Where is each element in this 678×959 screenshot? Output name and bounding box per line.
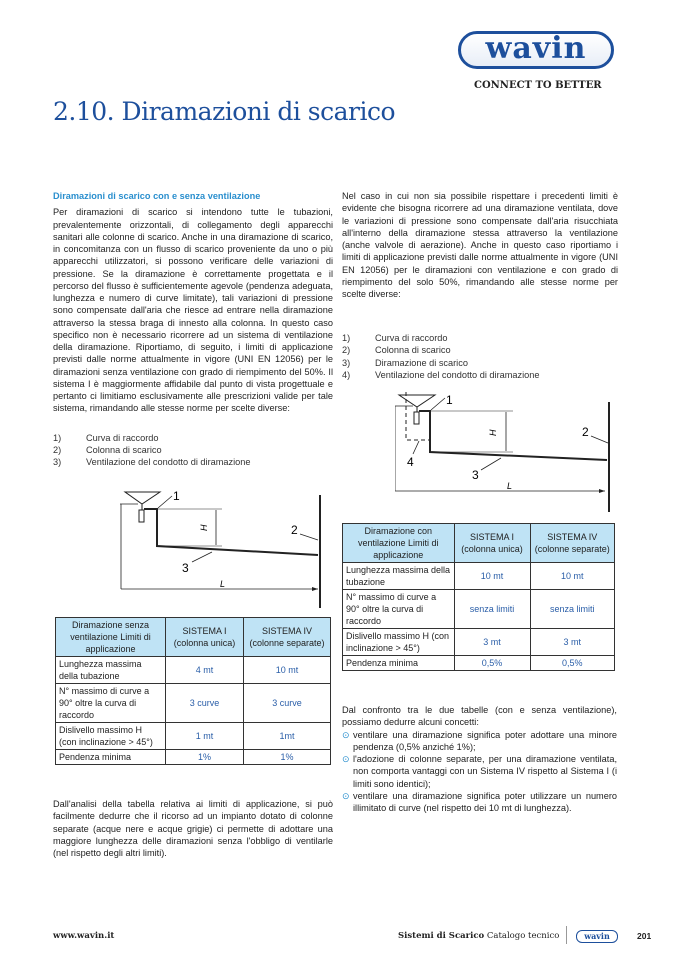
cell-value: 1% <box>166 750 244 765</box>
list-item <box>53 456 333 468</box>
table-row <box>56 657 331 684</box>
cell-value: 3 mt <box>454 629 530 656</box>
list-text: Colonna di scarico <box>375 345 451 356</box>
circle-arrow-icon: ⊙ <box>342 754 350 764</box>
header-cell: SISTEMA I (colonna unica) <box>166 618 244 657</box>
right-paragraph-2: Dal confronto tra le due tabelle (con e senza ventilazione), possiamo dedurre alcuni concetti: <box>342 705 617 728</box>
cell-value: 0,5% <box>454 656 530 671</box>
row-label: Pendenza minima <box>56 750 166 765</box>
row-label: Dislivello massimo H (con inclinazione > 45°) <box>56 723 166 750</box>
cell-value: 10 mt <box>454 563 530 590</box>
right-legend-list <box>342 332 618 381</box>
cell-value: 3 curve <box>166 684 244 723</box>
list-item <box>53 444 333 456</box>
bullet-item <box>342 729 617 754</box>
wavin-logo <box>458 31 614 69</box>
row-label: N° massimo di curve a 90° oltre la curva di raccordo <box>343 590 455 629</box>
diagram-label-2: 2 <box>291 523 298 537</box>
diagram-label-2: 2 <box>582 425 589 439</box>
footer-catalog-title <box>398 931 559 941</box>
diagram-label-1: 1 <box>173 490 180 503</box>
list-text: Diramazione di scarico <box>375 357 468 368</box>
table-header-row <box>56 618 331 657</box>
table-row <box>56 750 331 765</box>
list-number: 1) <box>342 333 351 344</box>
bullet-item <box>342 790 617 815</box>
table-row <box>343 629 615 656</box>
list-text: Ventilazione del condotto di diramazione <box>86 456 251 467</box>
list-text: Curva di raccordo <box>375 333 448 344</box>
list-item <box>342 344 618 356</box>
page-title: 2.10. Diramazioni di scarico <box>53 97 396 126</box>
footer-series: Sistemi di Scarico <box>398 931 485 941</box>
diagram-label-h: H <box>199 524 209 531</box>
right-paragraph-1: Nel caso in cui non sia possibile rispettare i precedenti limiti è evidente che bisogna ricorrere ad una diramazione ventilata, dove le variazioni di pressione sono compensate dall'aria risucchiata all'interno della diramazione stessa attraverso la ventilazione (anche valvole di aerazione). Anche in questo caso riportiamo i limiti di applicazione previsti dalle norme attualmente in vigore (UNI EN 12056) per le diramazioni con ventilazione e con grado di riempimento del solo 50%, rimandando alle stesse norme per scelte diverse: <box>342 191 618 299</box>
footer-subtitle: Catalogo tecnico <box>484 931 560 941</box>
list-text: Curva di raccordo <box>86 432 159 443</box>
row-label: Lunghezza massima della tubazione <box>56 657 166 684</box>
unventilated-limits-table <box>55 617 331 765</box>
right-conclusions <box>342 704 617 814</box>
list-item <box>342 369 618 381</box>
list-item <box>342 332 618 344</box>
tagline: CONNECT TO BETTER <box>474 80 602 91</box>
diagram-label-4: 4 <box>407 455 414 469</box>
diagram-label-h: H <box>488 429 498 436</box>
left-column <box>53 190 333 468</box>
left-paragraph-1: Per diramazioni di scarico si intendono tutte le tubazioni, prevalentemente orizzontali, di collegamento degli apparecchi sanitari alle colonne di scarico. Anche in una diramazione di scarico, in concomitanza con un flusso di scarico proveniente da uno o più apparecchi utilizzatori, si possono verificare delle variazioni di pressione. Se la diramazione è correttamente progettata e il percorso del flusso è sufficientemente agevole (pendenza adeguata, lunghezza e numero di curve limitate), tali variazioni di pressione sono compensate dall'aria che riesce ad entrare nella diramazione attraverso la stessa braga di innesto alla colonna. In questo caso specifico non è necessario ricorrere ad un sistema di ventilazione della diramazione. Riportiamo, di seguito, i limiti di applicazione previsti dalle norme attualmente in vigore (UNI EN 12056) per le diramazioni senza ventilazione con grado di riempimento del 50%. Il sistema I è maggiormente affidabile dal punto di vista progettuale e pertanto ci limitiamo esclusivamente alle prescrizioni valide per tale sistema, rimandando alle stesse norme per scelte diverse: <box>53 207 333 414</box>
circle-arrow-icon: ⊙ <box>342 729 350 740</box>
list-item <box>53 432 333 444</box>
diagram-unventilated-branch <box>100 490 340 612</box>
list-text: Colonna di scarico <box>86 444 162 455</box>
cell-value: 3 mt <box>530 629 614 656</box>
table-row <box>343 563 615 590</box>
header-cell: SISTEMA IV (colonne separate) <box>243 618 330 657</box>
diagram-label-l: L <box>507 481 513 491</box>
page-number: 201 <box>637 931 652 941</box>
header-cell: Diramazione con ventilazione Limiti di applicazione <box>343 524 455 563</box>
list-number: 2) <box>342 345 351 356</box>
list-text: Ventilazione del condotto di diramazione <box>375 369 540 380</box>
list-item <box>342 357 618 369</box>
cell-value: senza limiti <box>454 590 530 629</box>
circle-arrow-icon: ⊙ <box>342 790 350 801</box>
cell-value: 4 mt <box>166 657 244 684</box>
row-label: Lunghezza massima della tubazione <box>343 563 455 590</box>
left-paragraph-2: Dall'analisi della tabella relativa ai limiti di applicazione, si può facilmente dedurre che il ricorso ad un impianto dotato di colonne separate (acque nere e acque grigie) ci permette di adottare una maggiore lunghezza delle diramazioni senza l'obbligo di ventilarle (nel rispetto degli altri limiti). <box>53 799 333 858</box>
list-number: 4) <box>342 369 351 380</box>
bullet-text: ventilare una diramazione significa poter adottare una minore pendenza (0,5% anziché 1%); <box>353 729 617 752</box>
header-cell: Diramazione senza ventilazione Limiti di applicazione <box>56 618 166 657</box>
bullet-text: ventilare una diramazione significa poter utilizzare un numero illimitato di curve (nel rispetto dei 10 mt di lunghezza). <box>353 790 617 813</box>
bullet-item <box>342 753 617 790</box>
section-subtitle: Diramazioni di scarico con e senza ventilazione <box>53 191 261 201</box>
cell-value: 1% <box>243 750 330 765</box>
diagram-label-l: L <box>220 579 226 589</box>
bullet-text: l'adozione di colonne separate, per una diramazione ventilata, non comporta vantaggi con un Sistema IV rispetto al Sistema I (i limiti sono identici); <box>353 754 617 789</box>
diagram-label-3: 3 <box>472 468 479 482</box>
diagram-label-1: 1 <box>446 393 453 407</box>
header-cell: SISTEMA I (colonna unica) <box>454 524 530 563</box>
footer-divider <box>566 926 567 944</box>
row-label: Dislivello massimo H (con inclinazione > 45°) <box>343 629 455 656</box>
ventilated-limits-table <box>342 523 615 671</box>
table-row <box>56 684 331 723</box>
diagram-ventilated-branch <box>395 392 625 514</box>
cell-value: 0,5% <box>530 656 614 671</box>
table-row <box>343 590 615 629</box>
cell-value: 1 mt <box>166 723 244 750</box>
footer-url: www.wavin.it <box>53 931 115 941</box>
list-number: 3) <box>342 357 351 368</box>
table-row <box>343 656 615 671</box>
left-legend-list <box>53 432 333 469</box>
header-cell: SISTEMA IV (colonne separate) <box>530 524 614 563</box>
row-label: Pendenza minima <box>343 656 455 671</box>
table-row <box>56 723 331 750</box>
cell-value: 10 mt <box>530 563 614 590</box>
right-column <box>342 190 618 381</box>
cell-value: 10 mt <box>243 657 330 684</box>
cell-value: 1mt <box>243 723 330 750</box>
cell-value: 3 curve <box>243 684 330 723</box>
logo-text: wavin <box>485 31 587 66</box>
cell-value: senza limiti <box>530 590 614 629</box>
footer-wavin-logo: wavin <box>576 930 618 943</box>
list-number: 3) <box>53 456 62 467</box>
diagram-label-3: 3 <box>182 561 189 575</box>
row-label: N° massimo di curve a 90° oltre la curva di raccordo <box>56 684 166 723</box>
list-number: 1) <box>53 432 62 443</box>
list-number: 2) <box>53 444 62 455</box>
table-header-row <box>343 524 615 563</box>
